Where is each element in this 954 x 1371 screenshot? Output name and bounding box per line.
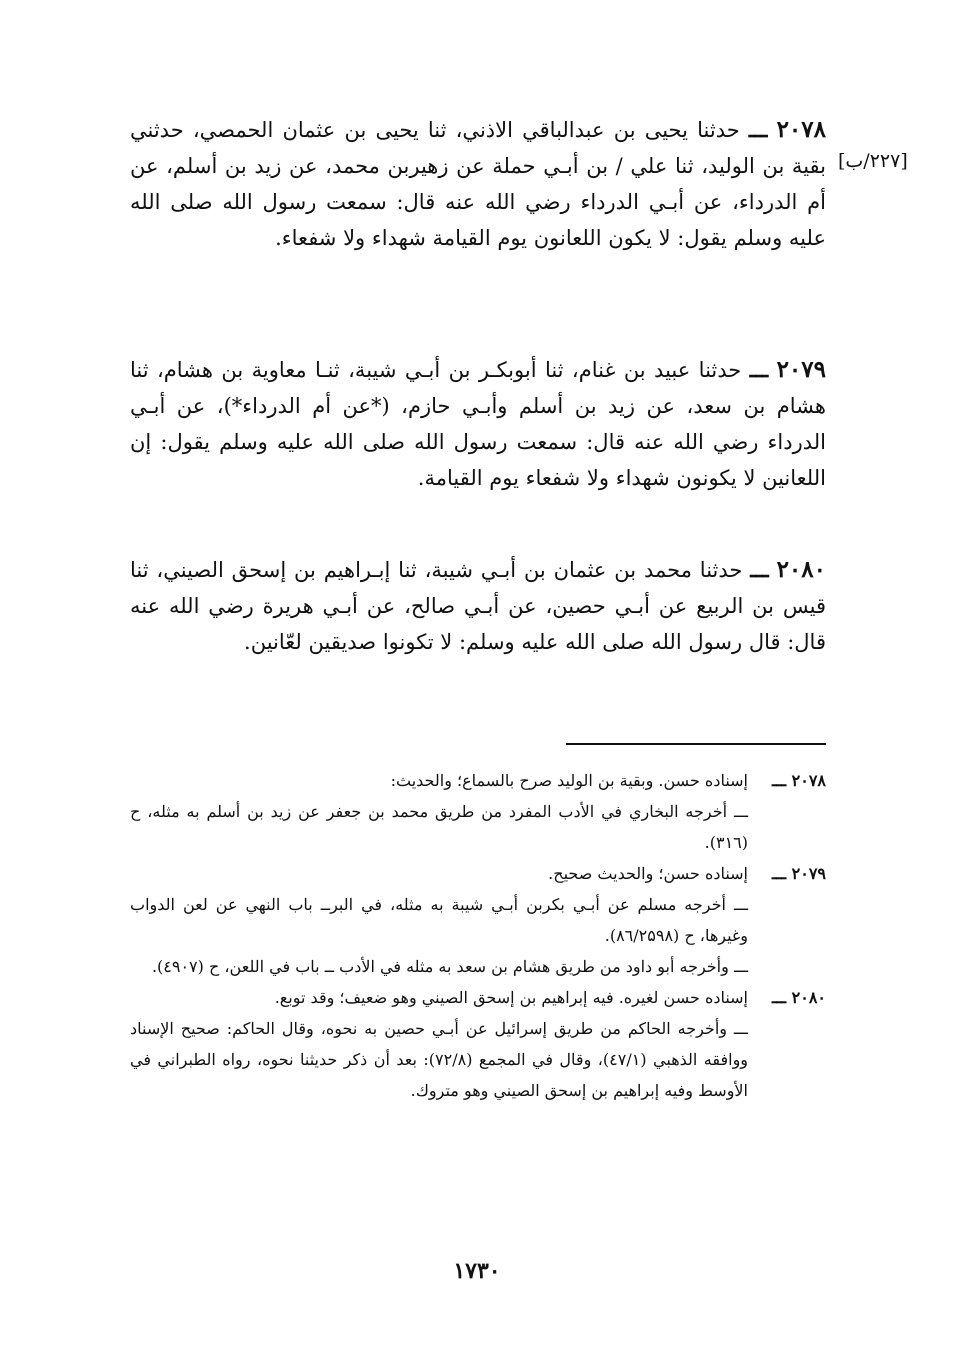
hadith-dash: ـــ bbox=[748, 117, 768, 142]
hadith-text: حدثنا يحيى بن عبدالباقي الاذني، ثنا يحيى بن عثمان الحمصي، حدثني بقية بن الوليد، ثنا علي / بن أبـي حملة عن زهيربن محمد، عن زيد بن أسلم، عن أم الدرداء، عن أبـي الدرداء رضي الله عنه قال: سمعت رسول الله صلى الله عليه وسلم يقول: لا يكون اللعانون يوم القيامة شهداء ولا شفعاء. bbox=[130, 118, 826, 250]
footnote-number: ۲۰۷۹ ـــ bbox=[771, 864, 826, 883]
hadith-dash: ـــ bbox=[749, 357, 769, 382]
hadith-number: ۲۰۷۹ bbox=[776, 356, 826, 383]
footnote-line: ـــ وأخرجه أبو داود من طريق هشام بن سعد به مثله في الأدب ــ باب في اللعن، ح (٤۹۰۷). bbox=[151, 957, 748, 976]
footnote-2078 bbox=[130, 765, 826, 858]
hadith-text: حدثنا عبيد بن غنام، ثنا أبوبكـر بن أبـي شيبة، ثنـا معاوية بن هشام، ثنا هشام بن سعد، عن زيد بن أسلم وأبـي حازم، (*عن أم الدرداء*)، عن أبـي الدرداء رضي الله عنه قال: سمعت رسول الله صلى الله عليه وسلم يقول: إن اللعانين لا يكونون شهداء ولا شفعاء يوم القيامة. bbox=[130, 358, 826, 490]
footnote-line: إسناده حسن. وبقية بن الوليد صرح بالسماع؛ والحديث: bbox=[390, 771, 748, 790]
hadith-number: ۲۰۸۰ bbox=[776, 556, 826, 583]
page-number: ۱۷۳۰ bbox=[453, 1258, 501, 1284]
footnote-line: ـــ أخرجه البخاري في الأدب المفرد من طريق محمد بن جعفر عن زيد بن أسلم به مثله، ح (۳۱٦). bbox=[130, 802, 749, 852]
footnote-separator bbox=[566, 743, 826, 745]
footnote-line: ـــ وأخرجه الحاكم من طريق إسرائيل عن أبـي حصين به نحوه، وقال الحاكم: صحيح الإسناد ووافقه الذهبي (٤۷/۱)، وقال في المجمع (۷۲/۸): بعد أن ذكر حديثنا نحوه، رواه الطبراني في الأوسط وفيه إبراهيم بن إسحق الصيني وهو متروك. bbox=[130, 1019, 749, 1100]
hadith-2079 bbox=[130, 352, 826, 496]
footnote-2080 bbox=[130, 982, 826, 1106]
footnote-number: ۲۰۸۰ ـــ bbox=[771, 988, 826, 1007]
footnote-line: إسناده حسن لغيره. فيه إبراهيم بن إسحق الصيني وهو ضعيف؛ وقد توبع. bbox=[274, 988, 748, 1007]
hadith-2080 bbox=[130, 552, 826, 660]
footnote-line: ـــ أخرجه مسلم عن أبـي بكربن أبـي شيبة به مثله، في البرــ باب النهي عن لعن الدواب وغيرها، ح (۸٦/۲۵۹۸). bbox=[130, 895, 748, 945]
hadith-number: ۲۰۷۸ bbox=[776, 116, 826, 143]
footnote-line: إسناده حسن؛ والحديث صحيح. bbox=[548, 864, 748, 883]
margin-folio-reference: [۲۲۷/ب] bbox=[838, 150, 908, 172]
footnote-2079 bbox=[130, 858, 826, 982]
hadith-text: حدثنا محمد بن عثمان بن أبـي شيبة، ثنا إبـراهيم بن إسحق الصيني، ثنا قيس بن الربيع عن أبـي حصين، عن أبـي صالح، عن أبـي هريرة رضي الله عنه قال: قال رسول الله صلى الله عليه وسلم: لا تكونوا صديقين لعّانين. bbox=[130, 558, 826, 654]
hadith-2078 bbox=[130, 112, 826, 256]
footnote-number: ۲۰۷۸ ـــ bbox=[771, 771, 826, 790]
footnotes bbox=[130, 765, 826, 1106]
hadith-dash: ـــ bbox=[750, 557, 769, 582]
